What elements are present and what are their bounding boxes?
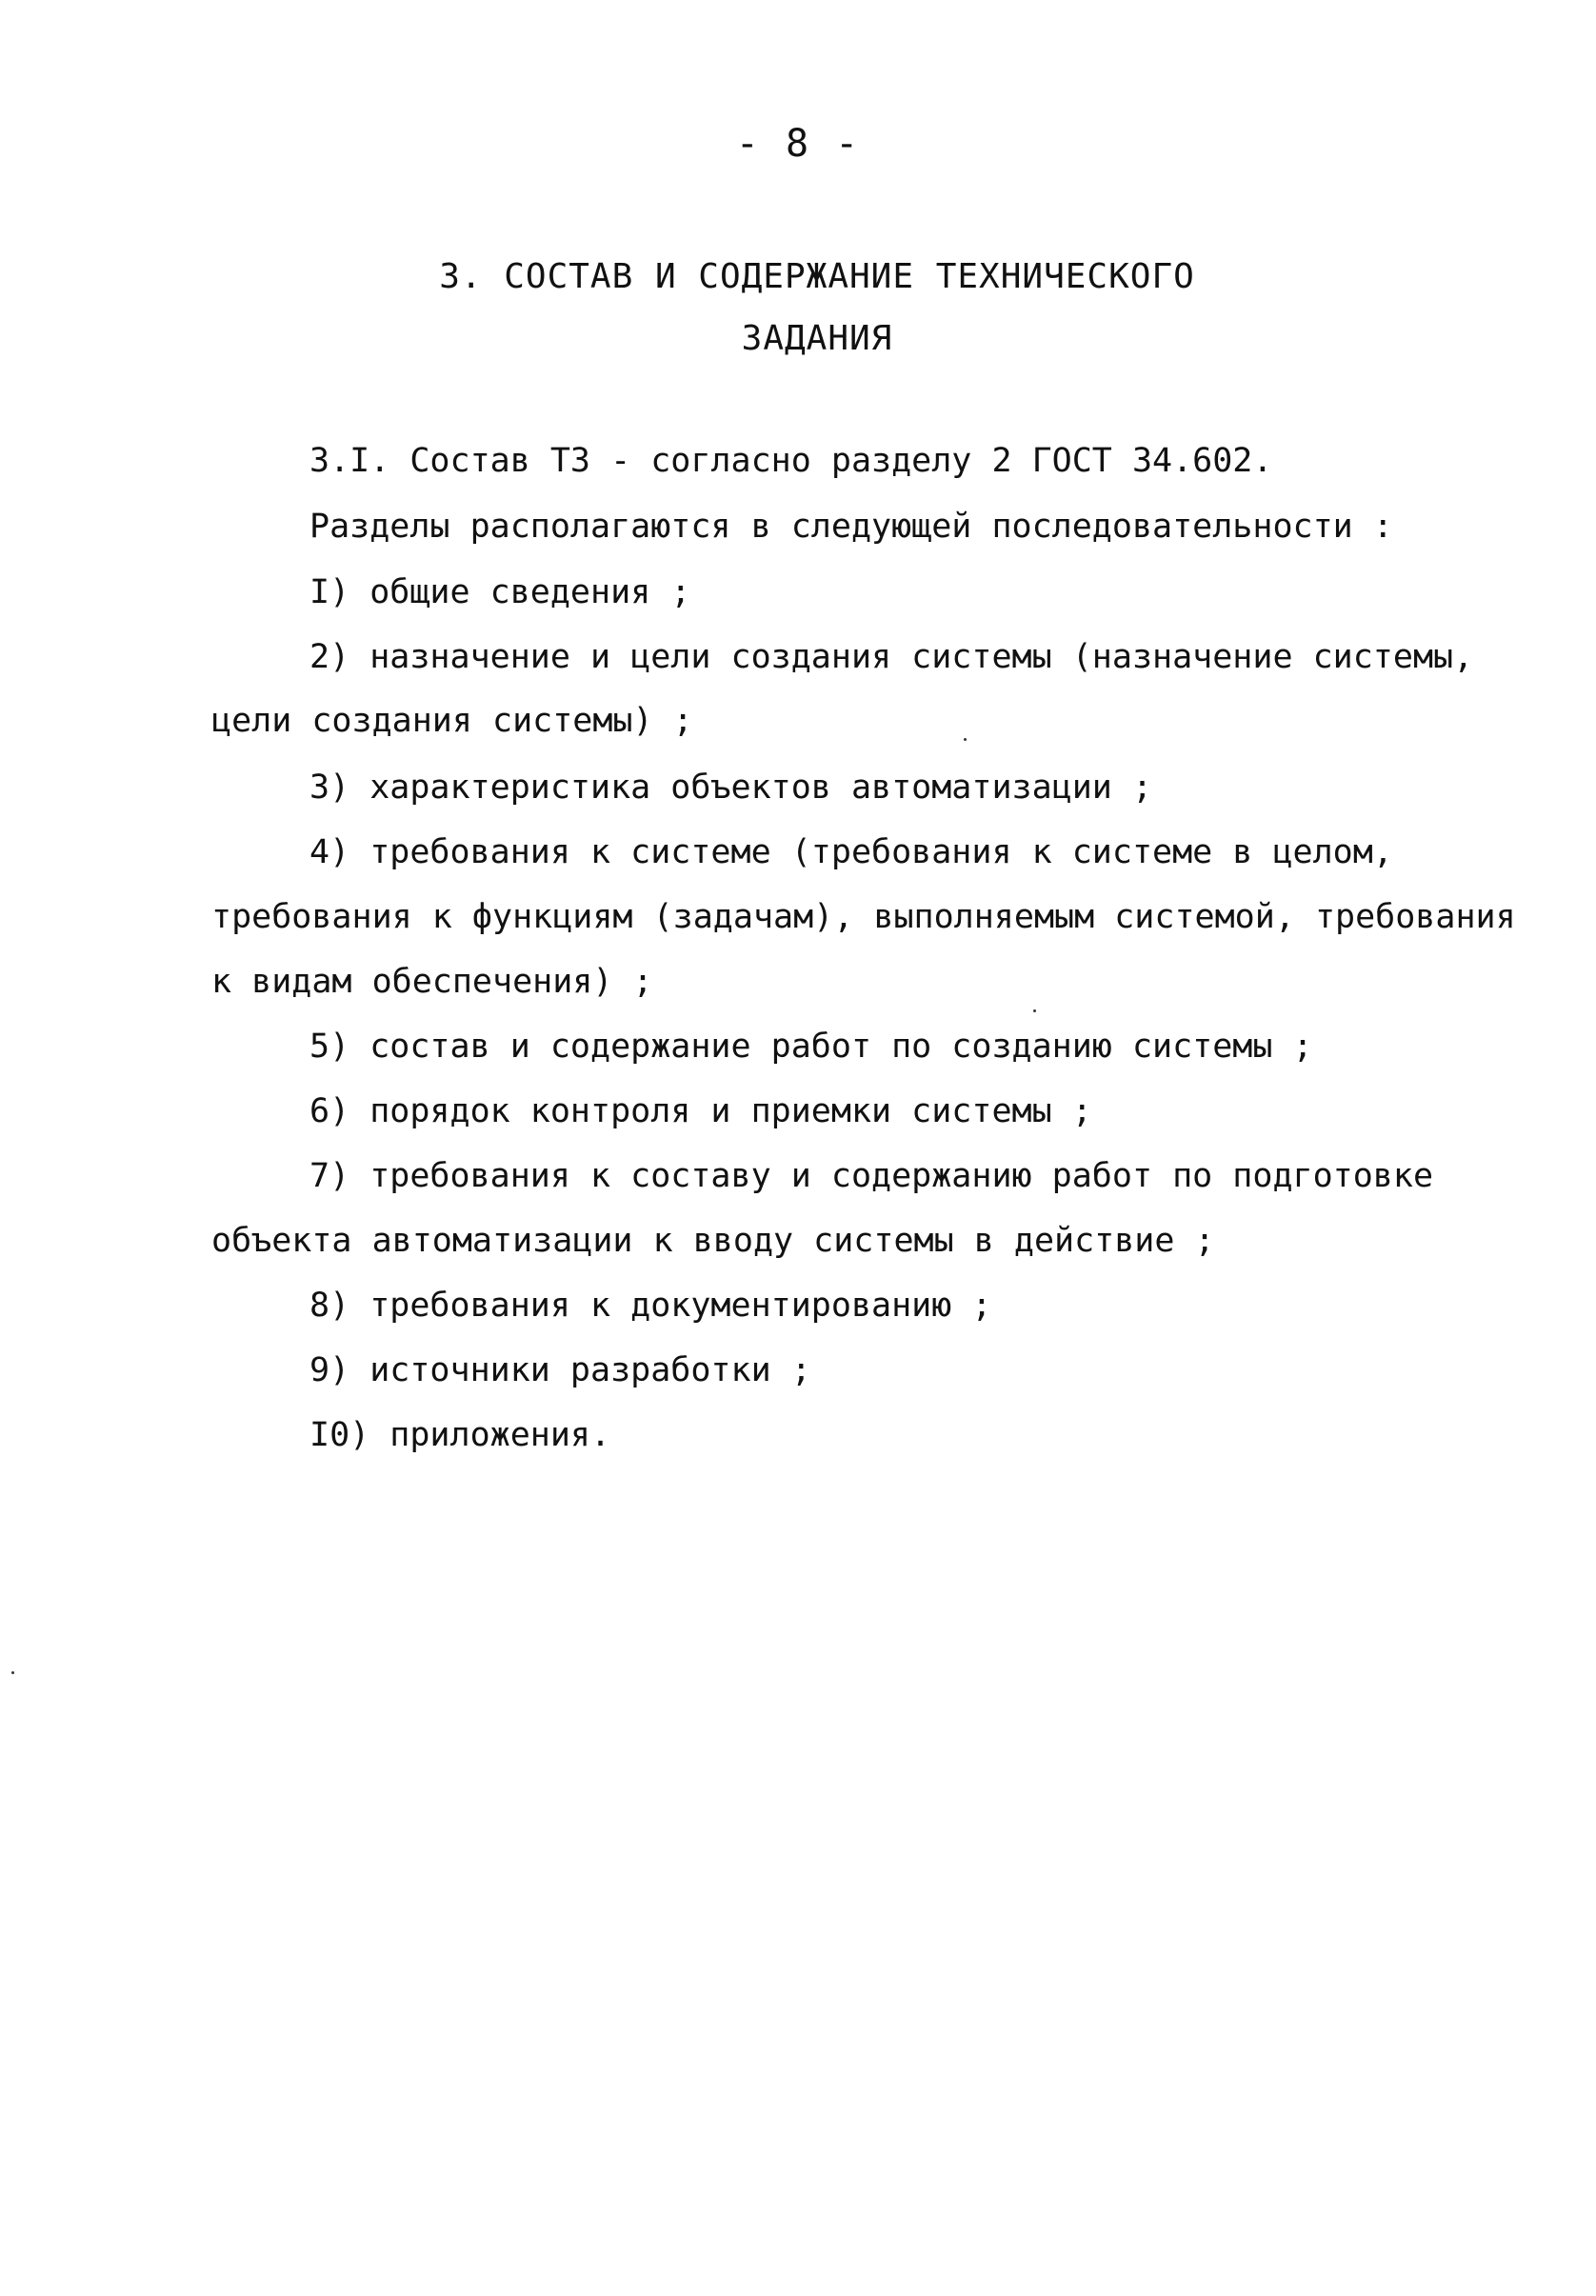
list-item-2-line-2: цели создания системы) ; [211, 702, 693, 740]
list-item-9: 9) источники разработки ; [309, 1351, 811, 1389]
section-heading-line-1: 3. СОСТАВ И СОДЕРЖАНИЕ ТЕХНИЧЕСКОГО [439, 257, 1195, 296]
list-item-4-line-2: требования к функциям (задачам), выполняемым системой, требования [211, 898, 1516, 936]
list-item-7-line-1: 7) требования к составу и содержанию работ по подготовке [309, 1157, 1434, 1195]
list-item-3: 3) характеристика объектов автоматизации ; [309, 769, 1153, 807]
scan-speck [1033, 1009, 1036, 1012]
list-item-5: 5) состав и содержание работ по созданию системы ; [309, 1028, 1313, 1066]
list-item-8: 8) требования к документированию ; [309, 1287, 992, 1325]
paragraph-sections-intro: Разделы располагаются в следующей последовательности : [309, 508, 1393, 546]
section-heading-line-2: ЗАДАНИЯ [741, 319, 893, 358]
list-item-10: I0) приложения. [309, 1416, 611, 1454]
list-item-4-line-1: 4) требования к системе (требования к системе в целом, [309, 833, 1393, 871]
list-item-7-line-2: объекта автоматизации к вводу системы в действие ; [211, 1222, 1215, 1260]
list-item-4-line-3: к видам обеспечения) ; [211, 963, 653, 1001]
page-number: - 8 - [735, 122, 861, 166]
paragraph-3-1: 3.I. Состав ТЗ - согласно разделу 2 ГОСТ 34.602. [309, 442, 1273, 480]
list-item-1: I) общие сведения ; [309, 573, 691, 611]
scan-speck [11, 1671, 14, 1674]
scan-speck [964, 738, 967, 741]
list-item-6: 6) порядок контроля и приемки системы ; [309, 1092, 1092, 1130]
list-item-2-line-1: 2) назначение и цели создания системы (назначение системы, [309, 638, 1474, 676]
